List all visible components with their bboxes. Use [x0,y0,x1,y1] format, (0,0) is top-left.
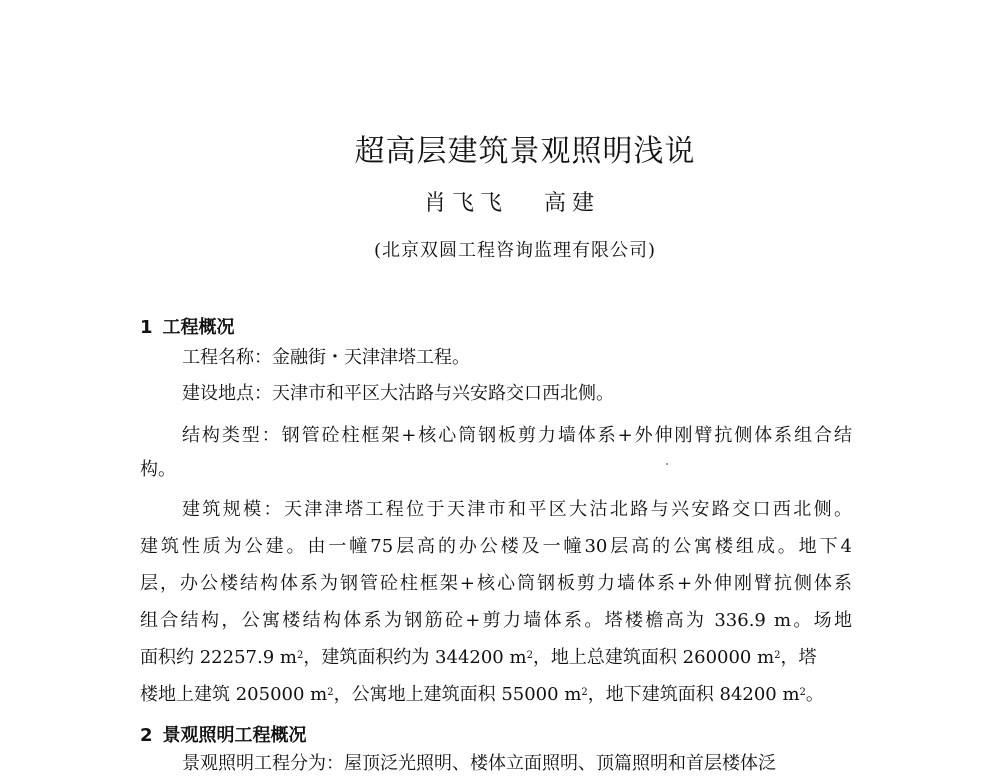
scale-line-6 [140,681,852,709]
structure-type-line: 结构类型：钢管砼柱框架+核心筒钢板剪力墙体系+外伸刚臂抗侧体系组合结 [182,425,852,446]
above-ground-area-text: ，地上总建筑面积 260000 m [532,647,775,668]
affiliation: (北京双圆工程咨询监理有限公司) [373,240,657,261]
section-2-title: 景观照明工程概况 [162,725,307,746]
scan-speck [666,463,668,465]
apartment-area-text: ，公寓地上建筑面积 55000 m [333,684,582,705]
paper-title: 超高层建筑景观照明浅说 [354,134,696,169]
section-1-heading [140,313,235,339]
building-area-text: ，建筑面积约为 344200 m [303,647,527,668]
scale-line-3: 层，办公楼结构体系为钢管砼柱框架+核心筒钢板剪力墙体系+外伸刚臂抗侧体系 [140,573,852,594]
author-1: 肖飞飞 [424,191,509,216]
scale-line-5 [140,644,852,672]
underground-area-text: ，地下建筑面积 84200 m [587,684,800,705]
superscript-2: 2 [581,687,588,698]
site-area-text: 面积约 22257.9 m [140,647,297,668]
superscript-2: 2 [526,650,533,661]
superscript-2: 2 [296,650,304,661]
scale-line-4: 组合结构，公寓楼结构体系为钢筋砼+剪力墙体系。塔楼檐高为 336.9 m。场地 [140,610,852,631]
superscript-2: 2 [327,687,334,698]
section-2-partial-line: 景观照明工程分为：屋顶泛光照明、楼体立面照明、顶篇照明和首层楼体泛 [182,753,776,774]
section-1-number: 1 [140,317,153,338]
scale-line-2: 建筑性质为公建。由一幢75层高的办公楼及一幢30层高的公寓楼组成。地下4 [140,536,852,557]
structure-type-line-end: 构。 [140,459,176,480]
section-2-heading [140,721,307,747]
scale-line-1: 建筑规模：天津津塔工程位于天津市和平区大沽北路与兴安路交口西北侧。 [182,499,852,520]
tower-text: ，塔 [780,647,817,668]
project-location-line: 建设地点：天津市和平区大沽路与兴安路交口西北侧。 [182,383,614,404]
superscript-2: 2 [799,687,806,698]
tower-area-text: 楼地上建筑 205000 m [140,684,328,705]
author-2: 高建 [544,191,601,216]
section-2-number: 2 [140,725,153,746]
author-line [0,186,1000,216]
superscript-2: 2 [774,650,781,661]
project-name-line: 工程名称：金融街・天津津塔工程。 [182,347,470,368]
period: 。 [805,684,824,705]
section-1-title: 工程概况 [162,317,235,338]
